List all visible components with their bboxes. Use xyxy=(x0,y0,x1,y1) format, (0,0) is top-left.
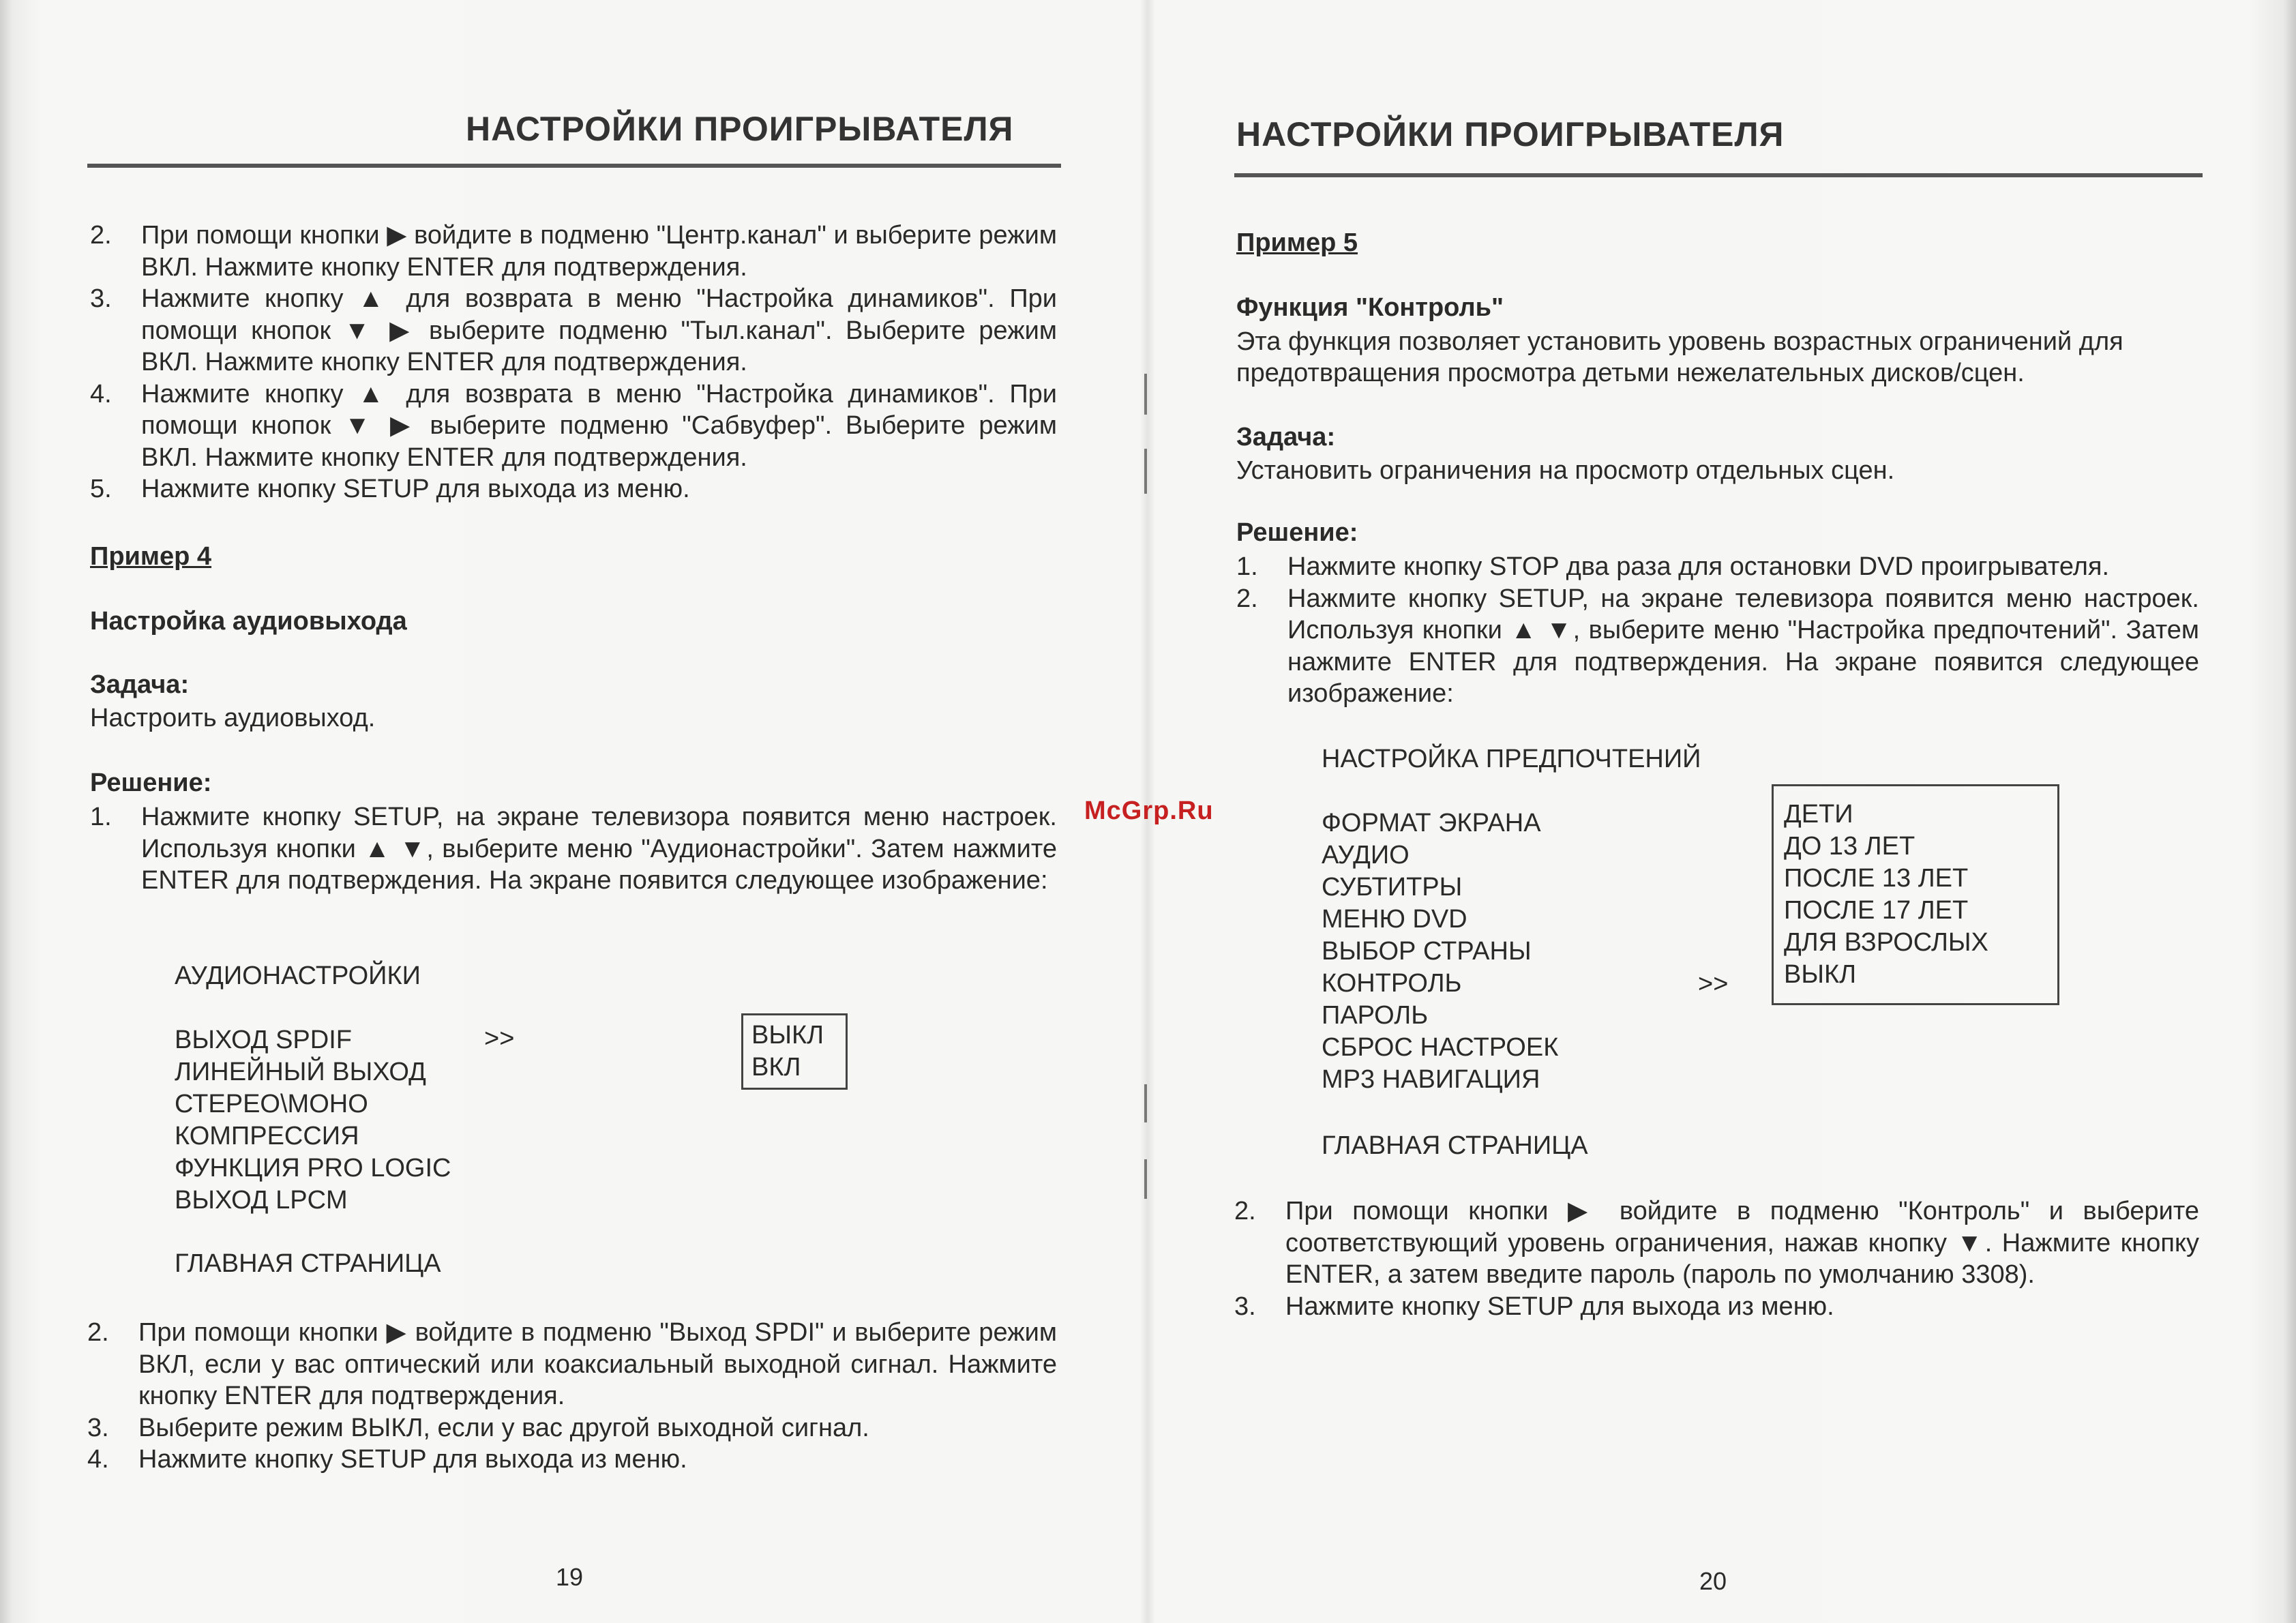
left-page-number: 19 xyxy=(556,1563,584,1591)
audio-screen-title: АУДИОНАСТРОЙКИ xyxy=(175,962,421,990)
menu-item: ЛИНЕЙНЫЙ ВЫХОД xyxy=(175,1058,426,1086)
left-steps-top xyxy=(90,220,1057,505)
item-text: Выберите режим ВЫКЛ, если у вас другой выходной сигнал. xyxy=(138,1413,869,1442)
left-step-1 xyxy=(90,801,1057,897)
menu-item: АУДИО xyxy=(1322,841,1410,869)
item-text: Нажмите кнопку SETUP для выхода из меню. xyxy=(138,1445,687,1474)
item-number: 1. xyxy=(1236,552,1258,581)
menu-item: ФОРМАТ ЭКРАНА xyxy=(1322,809,1541,837)
item-text: При помощи кнопки ▶ войдите в подменю "Центр.канал" и выберите режим ВКЛ. Нажмите кнопку ENTER для подтверждения. xyxy=(141,221,1057,282)
example-4-title: Пример 4 xyxy=(90,542,212,571)
list-item xyxy=(90,378,1057,474)
item-number: 2. xyxy=(90,221,112,250)
item-number: 1. xyxy=(90,803,112,831)
function-desc-line-1: Эта функция позволяет установить уровень возрастных ограничений для xyxy=(1236,327,2123,356)
right-header: НАСТРОЙКИ ПРОИГРЫВАТЕЛЯ xyxy=(1236,115,1785,153)
left-task-text: Настроить аудиовыход. xyxy=(90,704,376,732)
pref-options-box xyxy=(1772,784,2059,1005)
watermark: McGrp.Ru xyxy=(1084,796,1214,825)
menu-item: МЕНЮ DVD xyxy=(1322,905,1467,934)
option-item: ВЫКЛ xyxy=(1784,960,1857,989)
audio-options-box xyxy=(741,1013,848,1090)
left-task-label: Задача: xyxy=(90,670,190,699)
item-number: 2. xyxy=(1234,1197,1256,1225)
right-task-text: Установить ограничения на просмотр отдельных сцен. xyxy=(1236,456,1895,485)
option-item: ДО 13 ЛЕТ xyxy=(1784,832,1915,861)
function-title: Функция "Контроль" xyxy=(1236,293,1504,322)
list-item xyxy=(87,1412,1057,1444)
option-item: ПОСЛЕ 13 ЛЕТ xyxy=(1784,864,1969,893)
menu-item: ВЫХОД SPDIF xyxy=(175,1026,352,1054)
item-number: 3. xyxy=(87,1413,109,1442)
item-text: Нажмите кнопку SETUP, на экране телевизора появится меню настроек. Используя кнопки ▲ ▼, выберите меню "Аудионастройки". Затем нажмите ENTER для подтверждения. На экране появится следующее изображение: xyxy=(141,803,1057,895)
menu-item: КОНТРОЛЬ xyxy=(1322,969,1462,998)
left-steps-bottom xyxy=(87,1317,1057,1476)
item-number: 4. xyxy=(90,379,112,408)
menu-item: ВЫБОР СТРАНЫ xyxy=(1322,937,1532,966)
gutter-mark xyxy=(1144,374,1147,415)
right-steps-bottom xyxy=(1234,1195,2199,1322)
section-title-audio: Настройка аудиовыхода xyxy=(90,607,407,636)
menu-item: СУБТИТРЫ xyxy=(1322,873,1463,902)
item-number: 4. xyxy=(87,1445,109,1474)
item-text: Нажмите кнопку SETUP для выхода из меню. xyxy=(141,475,690,503)
right-solution-label: Решение: xyxy=(1236,518,1358,547)
right-task-label: Задача: xyxy=(1236,423,1336,451)
list-item xyxy=(1236,551,2199,583)
item-number: 3. xyxy=(1234,1292,1256,1321)
audio-menu-list xyxy=(175,1024,451,1217)
gutter-mark xyxy=(1144,1084,1147,1122)
menu-item: ПАРОЛЬ xyxy=(1322,1001,1429,1030)
right-header-rule xyxy=(1234,173,2203,177)
menu-item: MP3 НАВИГАЦИЯ xyxy=(1322,1065,1540,1094)
option-item: ПОСЛЕ 17 ЛЕТ xyxy=(1784,896,1969,925)
list-item xyxy=(90,801,1057,897)
pref-menu-arrow: >> xyxy=(1698,970,1729,998)
item-number: 2. xyxy=(87,1318,109,1347)
function-desc-line-2: предотвращения просмотра детьми нежелательных дисков/сцен. xyxy=(1236,359,2025,387)
list-item xyxy=(90,473,1057,505)
pref-screen-title: НАСТРОЙКА ПРЕДПОЧТЕНИЙ xyxy=(1322,745,1701,773)
audio-main-page: ГЛАВНАЯ СТРАНИЦА xyxy=(175,1249,441,1278)
menu-item: СТЕРЕО\МОНО xyxy=(175,1090,368,1118)
list-item xyxy=(90,220,1057,283)
gutter-mark xyxy=(1144,449,1147,494)
list-item xyxy=(87,1444,1057,1476)
pref-menu-list xyxy=(1322,807,1558,1096)
menu-item: КОМПРЕССИЯ xyxy=(175,1122,359,1150)
item-number: 3. xyxy=(90,284,112,313)
right-page-number: 20 xyxy=(1699,1567,1727,1595)
item-text: Нажмите кнопку SETUP, на экране телевизора появится меню настроек. Используя кнопки ▲ ▼, выберите меню "Настройка предпочтений". Затем нажмите ENTER для подтверждения. На экране появится следующее изображение: xyxy=(1287,584,2199,708)
item-text: При помощи кнопки ▶ войдите в подменю "Выход SPDI" и выберите режим ВКЛ, если у вас оптический или коаксиальный выходной сигнал. Нажмите кнопку ENTER для подтверждения. xyxy=(138,1318,1057,1410)
item-text: Нажмите кнопку SETUP для выхода из меню. xyxy=(1285,1292,1834,1321)
right-steps-top xyxy=(1236,551,2199,710)
option-item: ВКЛ xyxy=(751,1053,801,1082)
list-item xyxy=(1234,1291,2199,1323)
item-text: Нажмите кнопку ▲ для возврата в меню "Настройка динамиков". При помощи кнопок ▼ ▶ выберите подменю "Сабвуфер". Выберите режим ВКЛ. Нажмите кнопку ENTER для подтверждения. xyxy=(141,379,1057,472)
audio-menu-arrow: >> xyxy=(484,1024,515,1053)
item-text: Нажмите кнопку STOP два раза для остановки DVD проигрывателя. xyxy=(1287,552,2109,581)
gutter-mark xyxy=(1144,1159,1147,1199)
left-header-rule xyxy=(87,164,1061,168)
pref-main-page: ГЛАВНАЯ СТРАНИЦА xyxy=(1322,1131,1588,1160)
left-header: НАСТРОЙКИ ПРОИГРЫВАТЕЛЯ xyxy=(466,110,1014,148)
menu-item: ФУНКЦИЯ PRO LOGIC xyxy=(175,1154,451,1182)
item-number: 5. xyxy=(90,475,112,503)
option-item: ВЫКЛ xyxy=(751,1021,824,1049)
item-number: 2. xyxy=(1236,584,1258,613)
list-item xyxy=(1236,583,2199,710)
list-item xyxy=(87,1317,1057,1412)
menu-item: СБРОС НАСТРОЕК xyxy=(1322,1033,1559,1062)
option-item: ДЕТИ xyxy=(1784,800,1853,829)
example-5-title: Пример 5 xyxy=(1236,228,1358,257)
list-item xyxy=(90,283,1057,378)
option-item: ДЛЯ ВЗРОСЛЫХ xyxy=(1784,928,1988,957)
item-text: При помощи кнопки ▶ войдите в подменю "Контроль" и выберите соответствующий уровень ограничения, нажав кнопку ▼. Нажмите кнопку ENTER, а затем введите пароль (пароль по умолчанию 3308). xyxy=(1285,1197,2199,1289)
menu-item: ВЫХОД LPCM xyxy=(175,1186,348,1215)
list-item xyxy=(1234,1195,2199,1291)
item-text: Нажмите кнопку ▲ для возврата в меню "Настройка динамиков". При помощи кнопок ▼ ▶ выберите подменю "Тыл.канал". Выберите режим ВКЛ. Нажмите кнопку ENTER для подтверждения. xyxy=(141,284,1057,376)
left-solution-label: Решение: xyxy=(90,769,212,797)
